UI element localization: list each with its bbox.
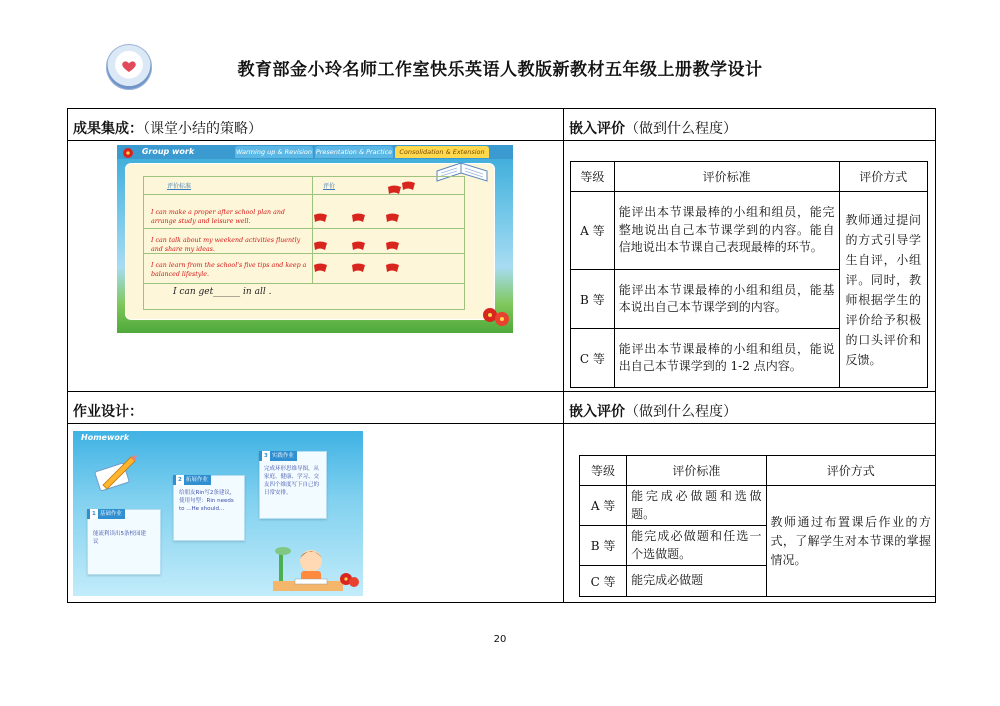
grid-header-evaluation: 评价 [323,183,336,190]
red-flag-icon [313,263,328,273]
tab-presentation: Presentation & Practice [315,148,393,156]
eval1-method: 教师通过提问的方式引导学生自评，小组评。同时，教师根据学生的评价给予积极的口头评价和反馈。 [839,192,928,388]
grid-row-2: I can talk about my weekend activities fluently and share my ideas. [151,237,301,253]
red-flag-icon [351,213,366,223]
red-flag-icon [313,213,328,223]
section-title-summary: 成果集成：（课堂小结的策略） [73,121,262,137]
section-title-homework: 作业设计： [73,404,143,420]
row-divider-3 [67,423,936,424]
homework-card-extension-text: 给朋友Rin写2条建议，使用句型：Rin needs to ...He should... [179,490,236,512]
eval2-criteria-b: 能完成必做题和任选一个选做题。 [627,526,766,566]
studying-boy-illustration [273,541,343,591]
grid-footer-text: I can get______ in all . [173,287,272,297]
red-flag-icon [351,241,366,251]
eval2-grade-c: C 等 [580,566,627,597]
grid-row-1: I can make a proper after school plan and arrange study and leisure well. [151,209,285,225]
eval2-method: 教师通过布置课后作业的方式，了解学生对本节课的掌握情况。 [766,486,935,597]
homework-title: Homework [81,433,130,442]
homework-card-basic-tag: 1 基础作业 [87,509,125,519]
eval2-grade-a: A 等 [580,486,627,526]
homework-card-basic-text: 能流利读出5条校园建议 [93,531,146,545]
grid-row-3: I can learn from the school's five tips and keep a balanced lifestyle. [151,262,307,278]
eval1-criteria-a: 能评出本节课最棒的小组和组员，能完整地说出自己本节课学到的内容。能自信地说出本节课自己表现最棒的环节。 [614,192,839,270]
evaluation-table-homework [579,455,936,597]
eval1-grade-a: A 等 [571,192,615,270]
eval1-grade-b: B 等 [571,270,615,329]
red-flag-icon [385,213,400,223]
eval2-criteria-c: 能完成必做题 [627,566,766,597]
red-flag-icon [385,241,400,251]
flower-icon [121,147,135,159]
eval1-header-grade: 等级 [571,162,615,192]
section-title-eval-1: 嵌入评价（做到什么程度） [569,121,737,137]
pencil-notebook-icon [93,453,139,491]
eval2-criteria-a: 能完成必做题和选做题。 [627,486,766,526]
evaluation-table-summary [570,161,928,388]
homework-card-practice-tag: 3 实践作业 [259,451,297,461]
eval2-header-grade: 等级 [580,456,627,486]
eval1-header-criteria: 评价标准 [614,162,839,192]
red-flag-icon [387,185,402,195]
column-divider [563,108,564,603]
row-divider-2 [67,391,936,392]
flower-icon [339,571,361,589]
eval2-grade-b: B 等 [580,526,627,566]
red-flag-icon [385,263,400,273]
section-title-eval-2: 嵌入评价（做到什么程度） [569,404,737,420]
eval2-header-criteria: 评价标准 [627,456,766,486]
eval1-header-method: 评价方式 [839,162,928,192]
tab-consolidation: Consolidation & Extension [395,146,489,158]
eval1-criteria-b: 能评出本节课最棒的小组和组员，能基本说出自己本节课学到的内容。 [614,270,839,329]
flower-icon [481,305,511,329]
tab-group-work: Group work [141,147,195,156]
red-flag-icon [351,263,366,273]
red-flag-icon [313,241,328,251]
row-divider-1 [67,140,936,141]
homework-slide [73,431,363,596]
page-number: 20 [493,634,507,645]
group-work-slide [117,145,513,333]
red-flag-icon [401,181,416,191]
eval1-criteria-c: 能评出本节课最棒的小组和组员，能说出自己本节课学到的 1-2 点内容。 [614,329,839,388]
homework-card-practice-text: 完成环形思维导图，从家庭、健康、学习、交友四个维度写下自己的日常安排。 [264,466,320,496]
eval2-header-method: 评价方式 [766,456,935,486]
eval1-grade-c: C 等 [571,329,615,388]
document-title: 教育部金小玲名师工作室快乐英语人教版新教材五年级上册教学设计 [237,60,763,80]
grid-header-criteria: 评价标准 [167,183,192,190]
tab-warming-up: Warming up & Revision [235,148,313,156]
homework-card-extension-tag: 2 拓展作业 [173,475,211,485]
